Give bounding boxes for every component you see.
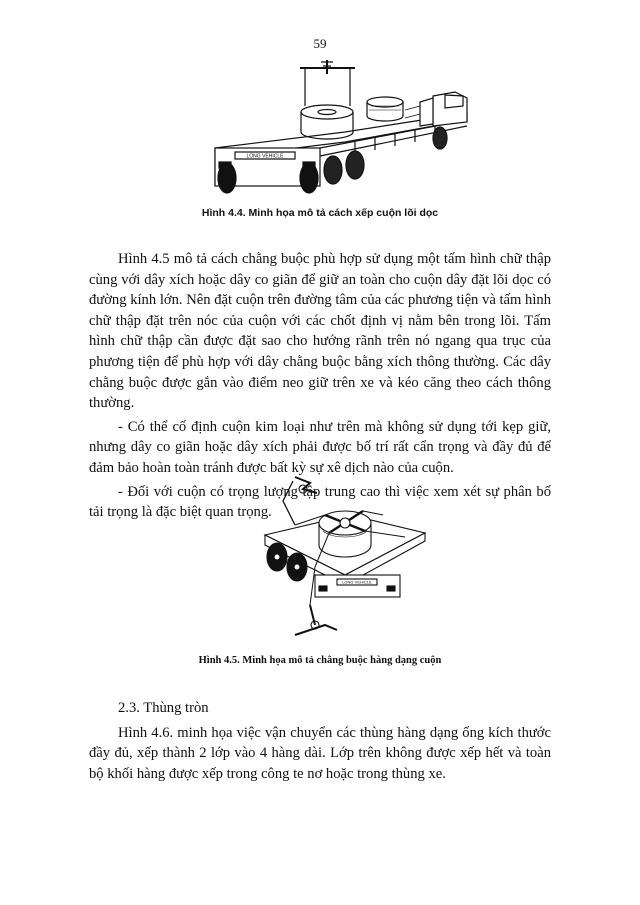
paragraph: Hình 4.5 mô tả cách chằng buộc phù hợp sử dụng một tấm hình chữ thập cùng với dây xích hoặc dây co giãn để giữ an toàn cho cuộn dây đặt lõi dọc có đường kính lớn. Nên đặt cuộn trên đường tâm của các phương tiện và tấm hình chữ thập đặt trên nóc của cuộn với các chốt định vị nằm bên trong lõi. Tấm hình chữ thập cần được đặt sao cho hướng rãnh trên nó ngang qua trục của phương tiện để phù hợp với dây chằng buộc bằng xích thông thường. Các dây chằng buộc được gắn vào điểm neo giữ trên xe và kéo căng theo cách thông thường. (89, 251, 551, 412)
coil-lashing-illustration (255, 475, 430, 645)
section-drums (89, 698, 551, 787)
section-heading: 2.3. Thùng tròn (118, 700, 209, 716)
figure-4-4-caption: Hình 4.4. Minh họa mô tả cách xếp cuộn lõi dọc (201, 207, 439, 219)
paragraph: - Có thể cố định cuộn kim loại như trên mà không sử dụng tới kẹp giữ, nhưng dây co giãn hoặc dây xích phải được bố trí rất cẩn trọng và đầy đủ để đảm bảo hoàn toàn tránh được bất kỳ sự xê dịch nào của cuộn. (89, 418, 551, 476)
long-vehicle-sign: LONG VEHICLE (246, 153, 284, 160)
truck-coil-illustration (205, 58, 470, 200)
long-vehicle-sign: LONG VEHICLE (342, 579, 372, 585)
paragraph: Hình 4.6. minh họa việc vận chuyển các thùng hàng dạng ống kích thước đầy đủ, xếp thành 2 lớp vào 4 hàng dài. Lớp trên không được xếp hết và toàn bộ khối hàng được xếp trong công te nơ hoặc trong thùng xe. (89, 724, 551, 782)
figure-4-5-caption: Hình 4.5. Minh họa mô tả chằng buộc hàng dạng cuộn (198, 655, 442, 666)
paragraph: - Đối với cuộn có trọng lượng tập trung cao thì việc xem xét sự phân bố tải trọng là đặc biệt quan trọng. (89, 483, 551, 521)
page-number: 59 (313, 36, 327, 51)
